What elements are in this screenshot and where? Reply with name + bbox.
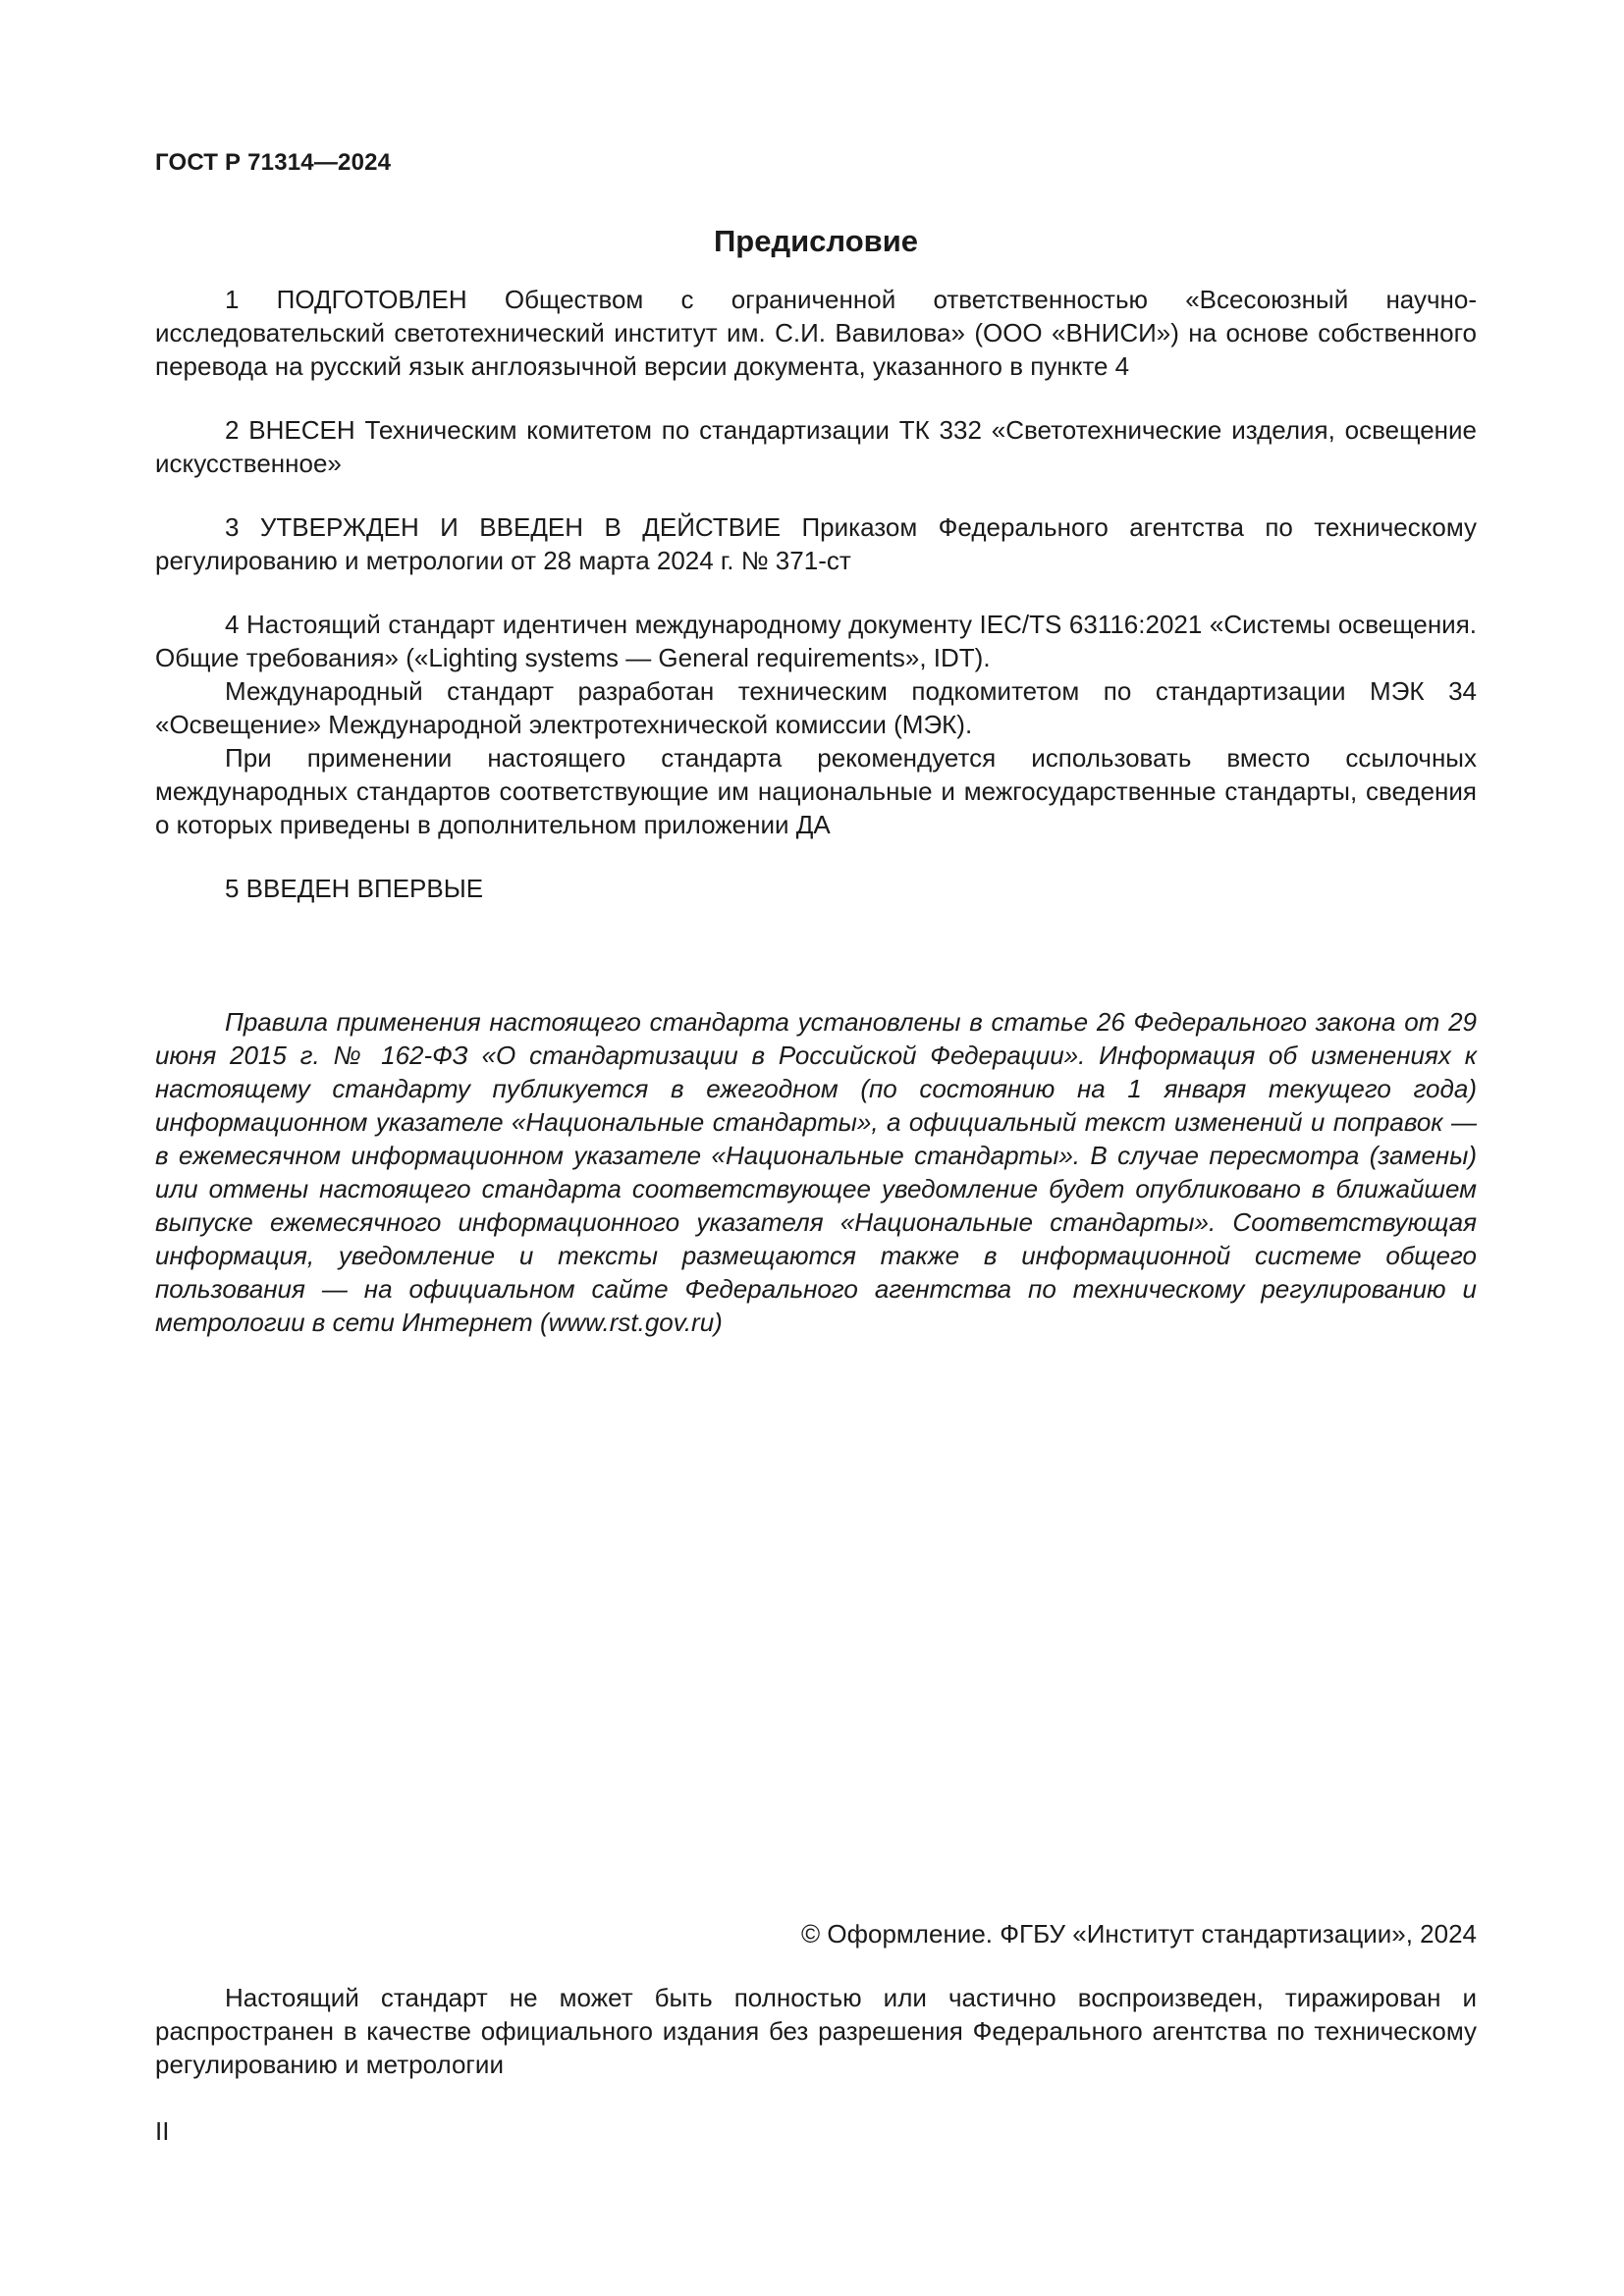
rules-notice: Правила применения настоящего стандарта установлены в статье 26 Федерального закона от 29 июня 2015 г. № 162-ФЗ «О стандартизации в Российской Федерации». Информация об изменениях к настоящему стандарту публикуется в ежегодном (по состоянию на 1 января текущего года) информационном указателе «Национальные стандарты», а официальный текст изменений и поправок — в ежемесячном информационном указателе «Национальные стандарты». В случае пересмотра (замены) или отмены настоящего стандарта соответствующее уведомление будет опубликовано в ближайшем выпуске ежемесячного информационного указателя «Национальные стандарты». Соответствующая информация, уведомление и тексты размещаются также в информационной системе общего пользования — на официальном сайте Федерального агентства по техническому регулированию и метрологии в сети Интернет (www.rst.gov.ru) [155,1007,1477,1337]
reproduction-notice: Настоящий стандарт не может быть полностью или частично воспроизведен, тиражирован и распространен в качестве официального издания без разрешения Федерального агентства по техническому регулированию и метрологии [155,1983,1477,2079]
item-4-paragraph-2: Международный стандарт разработан техническим подкомитетом по стандартизации МЭК 34 «Освещение» Международной электротехнической комиссии (МЭК). [155,676,1477,739]
page-title: Предисловие [713,224,918,258]
page-number: II [155,2116,170,2146]
copyright-line: © Оформление. ФГБУ «Институт стандартизации», 2024 [801,1919,1477,1949]
foreword-body [155,283,1477,905]
document-code-header: ГОСТ Р 71314—2024 [155,149,392,176]
item-2-paragraph-1: 2 ВНЕСЕН Техническим комитетом по стандартизации ТК 332 «Светотехнические изделия, освещение искусственное» [155,415,1477,478]
item-3-paragraph-1: 3 УТВЕРЖДЕН И ВВЕДЕН В ДЕЙСТВИЕ Приказом Федерального агентства по техническому регулированию и метрологии от 28 марта 2024 г. № 371-ст [155,512,1477,575]
item-5-paragraph-1: 5 ВВЕДЕН ВПЕРВЫЕ [225,874,484,903]
item-4-paragraph-1: 4 Настоящий стандарт идентичен международному документу IEC/TS 63116:2021 «Системы освещения. Общие требования» («Lighting systems — General requirements», IDT). [155,610,1477,672]
item-4-paragraph-3: При применении настоящего стандарта рекомендуется использовать вместо ссылочных международных стандартов соответствующие им национальные и межгосударственные стандарты, сведения о которых приведены в дополнительном приложении ДА [155,743,1477,839]
item-1-paragraph-1: 1 ПОДГОТОВЛЕН Обществом с ограниченной ответственностью «Всесоюзный научно-исследовательский светотехнический институт им. С.И. Вавилова» (ООО «ВНИСИ») на основе собственного перевода на русский язык англоязычной версии документа, указанного в пункте 4 [155,285,1477,381]
